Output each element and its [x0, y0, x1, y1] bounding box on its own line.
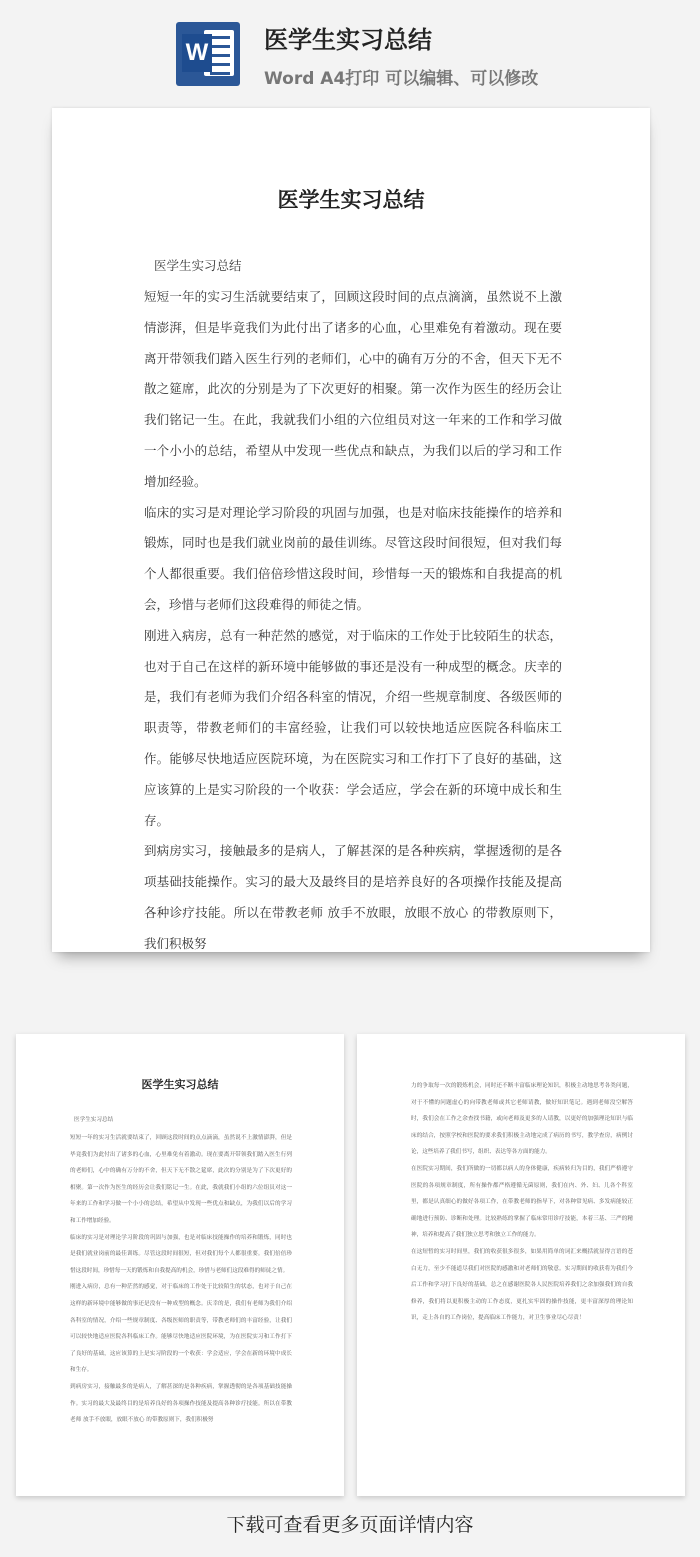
document-title: 医学生实习总结: [277, 187, 425, 212]
thumbnail-paragraph: 短短一年的实习生活就要结束了，回顾这段时间的点点滴滴，虽然说不上激情澎湃，但是毕竟我们为此付出了诸多的心血，心里难免有着激动。现在要离开带领我们踏入医生行列的老师们，心中的确有万分的不舍，但天下无不散之筵席，此次的分别是为了下次更好的相聚。第一次作为医生的经历会让我们铭记一生。在此，我就我们小组的六位组员对这一年来的工作和学习做一个小小的总结，希望从中发现一些优点和缺点，为我们以后的学习和工作增加经验。: [70, 1135, 292, 1224]
thumbnail-paragraph: 到病房实习，接触最多的是病人，了解甚深的是各种疾病，掌握透彻的是各项基础技能操作。实习的最大及最终目的是培养良好的各项操作技能及提高各种诊疗技能。所以在带教老师 放手不放眼，放眼不放心 的带教原则下，我们积极努: [70, 1383, 292, 1424]
header-subtitle: Word A4打印 可以编辑、可以修改: [264, 69, 539, 89]
header: [0, 0, 700, 100]
page-thumbnail-2[interactable]: [357, 1034, 685, 1496]
document-heading: 医学生实习总结: [154, 258, 242, 273]
thumbnail-title: 医学生实习总结: [141, 1078, 219, 1091]
thumbnail-body: [70, 1114, 292, 1429]
thumbnail-body: [411, 1078, 633, 1327]
document-body: [144, 256, 562, 960]
document-paragraph: 短短一年的实习生活就要结束了，回顾这段时间的点点滴滴，虽然说不上激情澎湃，但是毕竟我们为此付出了诸多的心血，心里难免有着激动。现在要离开带领我们踏入医生行列的老师们，心中的确有万分的不舍，但天下无不散之筵席，此次的分别是为了下次更好的相聚。第一次作为医生的经历会让我们铭记一生。在此，我就我们小组的六位组员对这一年来的工作和学习做一个小小的总结，希望从中发现一些优点和缺点，为我们以后的学习和工作增加经验。: [144, 289, 562, 489]
word-document-icon: [176, 22, 240, 86]
document-page-preview[interactable]: [52, 108, 650, 952]
thumbnail-paragraph: 在这短暂的实习时间里，我们的收获很多很多，如果用简单的词汇来概括就显得言语的苍白无力，至少不能道尽我们对医院的感激和对老师们的敬意。实习期间的收获将为我们今后工作和学习打下良好的基础，总之在感谢医院各人民医院培养我们之余加强我们的自我修养，我们将以更积极主动的工作态度，更扎实牢固的操作技能，更丰富深厚的理论知识，走上各自的工作岗位，提高临床工作能力，对卫生事业尽心尽责！: [411, 1248, 633, 1322]
document-paragraph: 刚进入病房，总有一种茫然的感觉，对于临床的工作处于比较陌生的状态，也对于自己在这样的新环境中能够做的事还是没有一种成型的概念。庆幸的是，我们有老师为我们介绍各科室的情况，介绍一些规章制度、各级医师的职责等，带教老师们的丰富经验，让我们可以较快地适应医院各科临床工作。能够尽快地适应医院环境，为在医院实习和工作打下了良好的基础，这应该算的上是实习阶段的一个收获：学会适应，学会在新的环境中成长和生存。: [144, 627, 562, 828]
page-thumbnail-1[interactable]: [16, 1034, 344, 1496]
word-logo-letter: W: [182, 34, 212, 72]
thumbnail-heading: 医学生实习总结: [74, 1117, 114, 1123]
thumbnail-paragraph: 在医院实习期间，我们所做的一切都以病人的身体健康，疾病转归为目的，我们严格遵守医院的各项规章制度，所有操作都严格遵循无菌原则，我们在内、外、妇、儿各个科室里，都是认真细心的做好各项工作，在带教老师的指导下，对各种常见病、多发病能较正确地进行预防、诊断和处理。比较熟练的掌握了临床常用诊疗技能，本着三基、三严的精神，培养和提高了我们独立思考和独立工作的能力。: [411, 1165, 633, 1239]
thumbnail-paragraph: 力的争取每一次的锻炼机会，同时还不断丰富临床理论知识，积极主动地思考各类问题，对于不懂的问题虚心的向带教老师或其它老师请教，做好知识笔记。遇到老师没空解答时，我们会在工作之余查找书籍，或向老师及更多的人请教，以更好的加强理论知识与临床的结合，按照学校和医院的要求我们积极主动地完成了病历的书写，教学查房，病例讨论，这些培养了我们书写，组织、表达等各方面的能力。: [411, 1083, 633, 1156]
document-paragraph: 临床的实习是对理论学习阶段的巩固与加强，也是对临床技能操作的培养和锻炼，同时也是我们就业岗前的最佳训练。尽管这段时间很短，但对我们每个人都很重要。我们倍倍珍惜这段时间，珍惜每一天的锻炼和自我提高的机会，珍惜与老师们这段难得的师徒之情。: [144, 504, 562, 612]
header-title: 医学生实习总结: [264, 26, 432, 54]
thumbnail-paragraph: 临床的实习是对理论学习阶段的巩固与加强，也是对临床技能操作的培养和锻炼，同时也是我们就业岗前的最佳训练。尽管这段时间很短，但对我们每个人都很重要。我们倍倍珍惜这段时间，珍惜每一天的锻炼和自我提高的机会，珍惜与老师们这段难得的师徒之情。: [70, 1234, 292, 1274]
thumbnail-paragraph: 刚进入病房，总有一种茫然的感觉，对于临床的工作处于比较陌生的状态，也对于自己在这样的新环境中能够做的事还是没有一种成型的概念。庆幸的是，我们有老师为我们介绍各科室的情况，介绍一些规章制度、各级医师的职责等，带教老师们的丰富经验，让我们可以较快地适应医院各科临床工作。能够尽快地适应医院环境，为在医院实习和工作打下了良好的基础，这应该算的上是实习阶段的一个收获：学会适应，学会在新的环境中成长和生存。: [70, 1284, 292, 1374]
download-more-link[interactable]: 下载可查看更多页面详情内容: [226, 1514, 474, 1536]
document-paragraph: 到病房实习，接触最多的是病人，了解甚深的是各种疾病，掌握透彻的是各项基础技能操作。实习的最大及最终目的是培养良好的各项操作技能及提高各种诊疗技能。所以在带教老师 放手不放眼，放眼不放心 的带教原则下，我们积极努: [144, 843, 562, 951]
